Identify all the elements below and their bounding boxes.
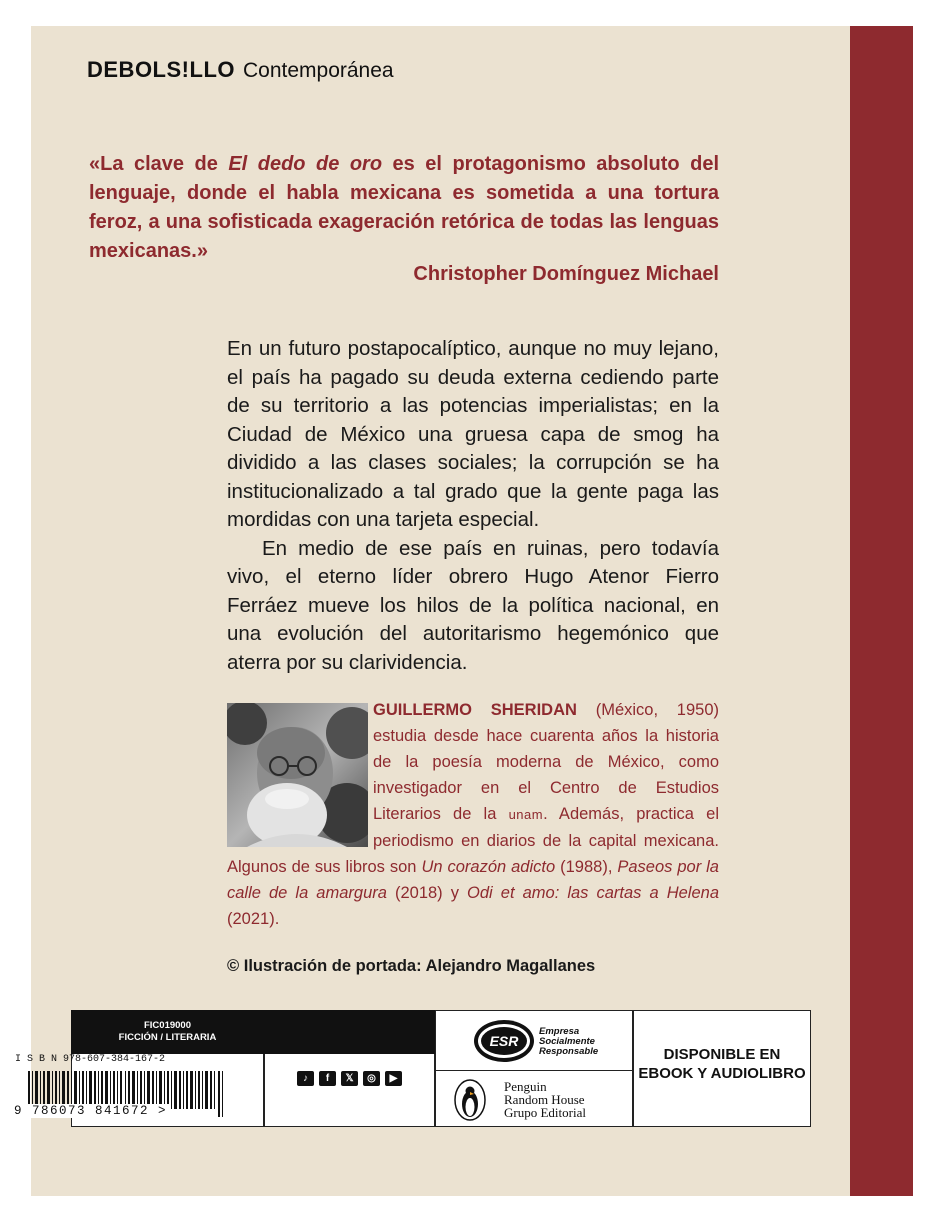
esr-logo-icon <box>472 1018 536 1064</box>
publisher-line-2: Random House <box>504 1092 585 1107</box>
tiktok-icon: ♪ <box>297 1071 314 1086</box>
publisher-name <box>504 1080 586 1119</box>
category-text: FICCIÓN / LITERARIA <box>118 1032 217 1043</box>
availability-text <box>633 1045 811 1083</box>
x-icon: 𝕏 <box>341 1071 358 1086</box>
spine-band <box>850 26 913 1196</box>
quote-text-1: «La clave de <box>89 153 229 175</box>
illustration-credit: © Ilustración de portada: Alejandro Magallanes <box>227 957 596 975</box>
imprint-logo <box>87 57 394 83</box>
bio-unam: unam <box>508 807 544 822</box>
bio-book-1: Un corazón adicto <box>421 858 556 876</box>
author-name: GUILLERMO SHERIDAN <box>373 701 577 719</box>
imprint-name: DEBOLS!LLO <box>87 57 235 82</box>
penguin-logo-icon <box>452 1078 488 1122</box>
quote-book-title: El dedo de oro <box>228 153 383 175</box>
social-icons <box>297 1071 402 1086</box>
availability-line-1: DISPONIBLE EN <box>663 1046 781 1063</box>
esr-text <box>539 1027 598 1057</box>
divider <box>435 1070 633 1071</box>
bio-book-3: Odi et amo: las cartas a Helena <box>467 884 719 902</box>
esr-line-3: Responsable <box>539 1046 599 1057</box>
blurb-quote <box>89 150 719 266</box>
facebook-icon: f <box>319 1071 336 1086</box>
isbn-label: I S B N 978-607-384-167-2 <box>15 1054 166 1065</box>
bio-text-5: (2021). <box>227 910 280 928</box>
isbn-digits: 9 786073 841672 > <box>14 1104 168 1118</box>
availability-line-2: EBOOK Y AUDIOLIBRO <box>638 1065 806 1082</box>
bio-text-2: . Además, practica el periodismo en diarios de la capital mexicana. Algunos de sus libros son <box>227 805 719 876</box>
youtube-icon: ▶ <box>385 1071 402 1086</box>
publisher-line-3: Grupo Editorial <box>504 1105 586 1120</box>
publisher-line-1: Penguin <box>504 1079 547 1094</box>
synopsis-paragraph-2: En medio de ese país en ruinas, pero todavía vivo, el eterno líder obrero Hugo Atenor Fierro Ferráez mueve los hilos de la política nacional, en una evolución del autoritarismo hegemónico que aterra por su clarividencia. <box>227 536 719 674</box>
bio-text-1: (México, 1950) estudia desde hace cuarenta años la historia de la poesía moderna de México, como investigador en el Centro de Estudios Literarios de la <box>373 701 720 823</box>
bio-text-4: (2018) y <box>386 884 468 902</box>
synopsis-paragraph-1: En un futuro postapocalíptico, aunque no muy lejano, el país ha pagado su deuda externa cediendo parte de su territorio a las potencias imperialistas; en la Ciudad de México una gruesa capa de smog ha dividido a las clases sociales; la corrupción se ha institucionalizado a tal grado que la gente paga las mordidas con una tarjeta especial. <box>227 337 719 531</box>
bio-book-2: Paseos por la calle de la amargura <box>227 858 719 902</box>
esr-line-1: Empresa <box>539 1026 580 1037</box>
category-code: FIC019000 <box>143 1020 191 1031</box>
esr-abbr: ESR <box>489 1033 519 1049</box>
quote-author: Christopher Domínguez Michael <box>413 263 719 285</box>
bio-text-3: (1988), <box>555 858 618 876</box>
quote-text-2: es el protagonismo absoluto del lenguaje, donde el habla mexicana es sometida a una tortura feroz, a una sofisticada exageración retórica de todas las lenguas mexicanas.» <box>89 153 720 262</box>
category-label <box>71 1010 264 1054</box>
collection-name: Contemporánea <box>243 59 394 82</box>
instagram-icon: ◎ <box>363 1071 380 1086</box>
author-bio <box>227 697 719 932</box>
social-header-bar <box>264 1010 435 1054</box>
esr-line-2: Socialmente <box>539 1036 595 1047</box>
synopsis <box>227 335 719 677</box>
